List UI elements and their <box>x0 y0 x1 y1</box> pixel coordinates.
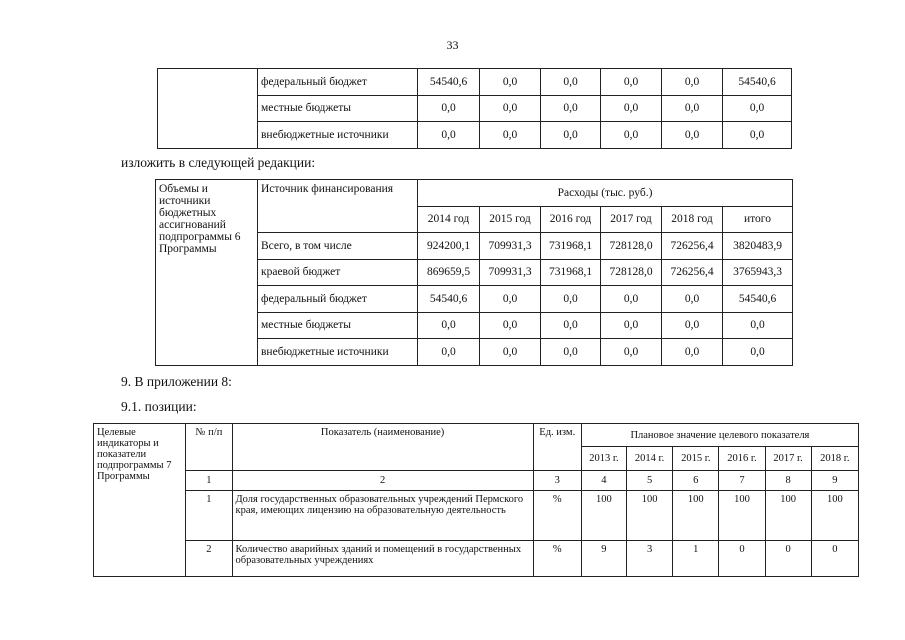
value-cell: 0,0 <box>601 122 662 149</box>
value-cell: 0,0 <box>418 95 480 122</box>
index-row <box>94 471 859 491</box>
value-cell: 0,0 <box>601 339 662 366</box>
year-header: 2018 г. <box>811 447 858 471</box>
year-header: 2017 г. <box>765 447 811 471</box>
value-cell: 100 <box>581 491 626 541</box>
paragraph-appendix: 9. В приложении 8: <box>121 374 232 389</box>
row-number: 1 <box>186 491 232 541</box>
value-cell: 0 <box>765 541 811 577</box>
expenses-header: Расходы (тыс. руб.) <box>418 180 793 207</box>
year-header: 2014 г. <box>627 447 673 471</box>
source-label: федеральный бюджет <box>258 286 418 313</box>
value-cell: 3820483,9 <box>723 233 793 260</box>
index-cell: 7 <box>719 471 765 491</box>
value-cell: 0,0 <box>541 286 601 313</box>
value-cell: 0,0 <box>541 69 601 96</box>
value-cell: 3765943,3 <box>723 259 793 286</box>
index-cell: 8 <box>765 471 811 491</box>
value-cell: 0,0 <box>541 95 601 122</box>
value-cell: 54540,6 <box>418 286 480 313</box>
value-cell: 728128,0 <box>601 233 662 260</box>
table-header-row <box>156 180 793 207</box>
value-cell: 0,0 <box>662 69 723 96</box>
row-number: 2 <box>186 541 232 577</box>
table-row <box>158 69 792 96</box>
empty-label-cell <box>158 69 258 149</box>
unit-header: Ед. изм. <box>533 424 581 471</box>
year-header: 2015 год <box>480 206 541 233</box>
indicators-table <box>93 423 859 577</box>
value-cell: 0,0 <box>662 339 723 366</box>
value-cell: 0 <box>719 541 765 577</box>
year-header: 2016 г. <box>719 447 765 471</box>
index-cell: 3 <box>533 471 581 491</box>
value-cell: 3 <box>627 541 673 577</box>
source-label: краевой бюджет <box>258 259 418 286</box>
table-header-row <box>94 424 859 447</box>
value-cell: 731968,1 <box>541 259 601 286</box>
value-cell: 726256,4 <box>662 259 723 286</box>
num-header: № п/п <box>186 424 232 471</box>
index-cell: 9 <box>811 471 858 491</box>
value-cell: 0,0 <box>662 122 723 149</box>
value-cell: 100 <box>673 491 719 541</box>
value-cell: 869659,5 <box>418 259 480 286</box>
source-label: местные бюджеты <box>258 95 418 122</box>
indicator-name: Доля государственных образовательных учреждений Пермского края, имеющих лицензию на образовательную деятельность <box>232 491 533 541</box>
value-cell: 100 <box>719 491 765 541</box>
value-cell: 0,0 <box>601 312 662 339</box>
value-cell: 0,0 <box>480 286 541 313</box>
value-cell: 0 <box>811 541 858 577</box>
indicator-header: Показатель (наименование) <box>232 424 533 471</box>
value-cell: 0,0 <box>480 339 541 366</box>
paragraph-positions: 9.1. позиции: <box>121 399 197 414</box>
value-cell: 100 <box>765 491 811 541</box>
index-cell: 6 <box>673 471 719 491</box>
unit-cell: % <box>533 541 581 577</box>
value-cell: 54540,6 <box>723 286 793 313</box>
value-cell: 709931,3 <box>480 259 541 286</box>
value-cell: 728128,0 <box>601 259 662 286</box>
value-cell: 726256,4 <box>662 233 723 260</box>
year-header: итого <box>723 206 793 233</box>
value-cell: 0,0 <box>480 312 541 339</box>
page-number: 33 <box>446 38 459 52</box>
value-cell: 0,0 <box>723 339 793 366</box>
year-header: 2014 год <box>418 206 480 233</box>
unit-cell: % <box>533 491 581 541</box>
value-cell: 0,0 <box>662 286 723 313</box>
source-label: местные бюджеты <box>258 312 418 339</box>
index-cell: 4 <box>581 471 626 491</box>
index-cell: 2 <box>232 471 533 491</box>
year-header: 2018 год <box>662 206 723 233</box>
value-cell: 0,0 <box>662 312 723 339</box>
value-cell: 0,0 <box>418 312 480 339</box>
value-cell: 709931,3 <box>480 233 541 260</box>
indicator-name: Количество аварийных зданий и помещений в государственных образовательных учреждениях <box>232 541 533 577</box>
financing-table-new <box>155 179 793 366</box>
section-label: Объемы и источники бюджетных ассигнований подпрограммы 6 Программы <box>156 180 258 366</box>
source-label: внебюджетные источники <box>258 339 418 366</box>
value-cell: 0,0 <box>662 95 723 122</box>
year-header: 2015 г. <box>673 447 719 471</box>
value-cell: 0,0 <box>601 69 662 96</box>
source-label: Всего, в том числе <box>258 233 418 260</box>
value-cell: 54540,6 <box>418 69 480 96</box>
year-header: 2017 год <box>601 206 662 233</box>
value-cell: 0,0 <box>723 122 792 149</box>
plan-header: Плановое значение целевого показателя <box>581 424 858 447</box>
value-cell: 0,0 <box>480 122 541 149</box>
value-cell: 0,0 <box>480 95 541 122</box>
year-header: 2013 г. <box>581 447 626 471</box>
value-cell: 100 <box>627 491 673 541</box>
value-cell: 0,0 <box>601 286 662 313</box>
value-cell: 924200,1 <box>418 233 480 260</box>
value-cell: 0,0 <box>541 312 601 339</box>
value-cell: 1 <box>673 541 719 577</box>
table-row <box>94 491 859 541</box>
value-cell: 0,0 <box>480 69 541 96</box>
source-label: федеральный бюджет <box>258 69 418 96</box>
value-cell: 0,0 <box>723 312 793 339</box>
value-cell: 0,0 <box>541 122 601 149</box>
value-cell: 0,0 <box>541 339 601 366</box>
value-cell: 0,0 <box>601 95 662 122</box>
source-header: Источник финансирования <box>258 180 418 233</box>
value-cell: 0,0 <box>723 95 792 122</box>
index-cell: 1 <box>186 471 232 491</box>
financing-table-old <box>157 68 792 149</box>
value-cell: 54540,6 <box>723 69 792 96</box>
index-cell: 5 <box>627 471 673 491</box>
source-label: внебюджетные источники <box>258 122 418 149</box>
year-header: 2016 год <box>541 206 601 233</box>
value-cell: 731968,1 <box>541 233 601 260</box>
value-cell: 9 <box>581 541 626 577</box>
value-cell: 0,0 <box>418 339 480 366</box>
paragraph-redaction: изложить в следующей редакции: <box>121 155 316 170</box>
value-cell: 100 <box>811 491 858 541</box>
table-row <box>94 541 859 577</box>
section-label: Целевые индикаторы и показатели подпрограммы 7 Программы <box>94 424 186 577</box>
value-cell: 0,0 <box>418 122 480 149</box>
